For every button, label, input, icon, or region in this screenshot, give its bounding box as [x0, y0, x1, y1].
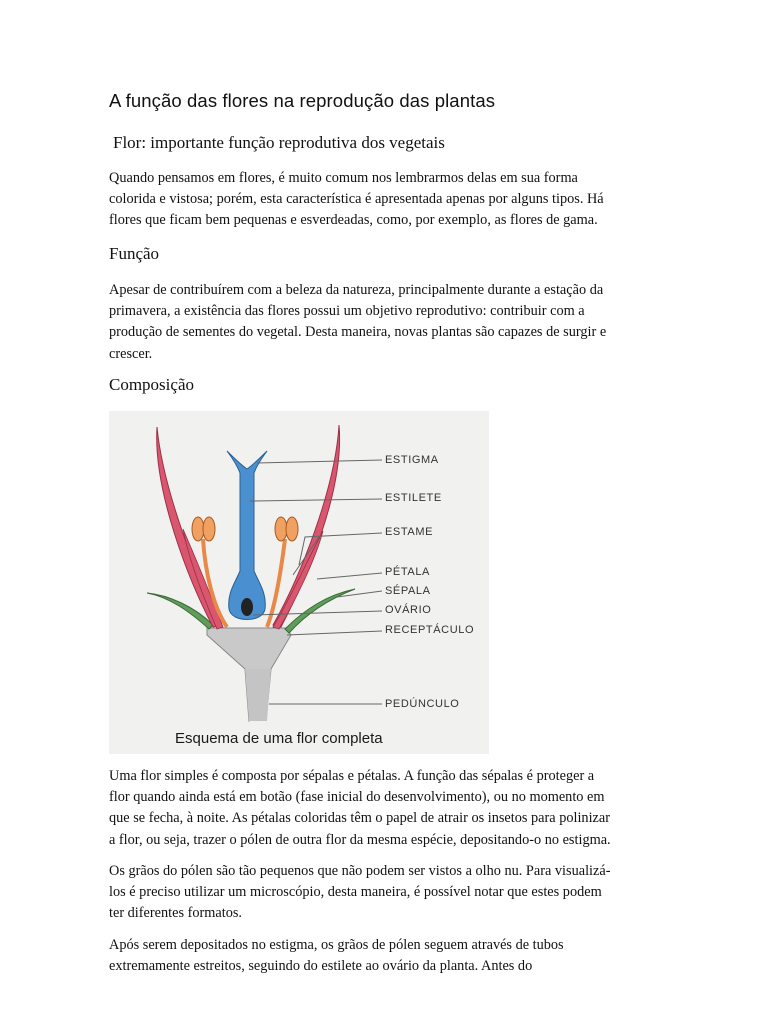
- text-line: crescer.: [109, 345, 153, 362]
- paragraph-funcao: [109, 280, 665, 365]
- heading-funcao: Função: [109, 244, 160, 263]
- text-line: los é preciso utilizar um microscópio, desta maneira, é possível notar que estes podem: [109, 884, 602, 901]
- leader-receptaculo: [287, 631, 382, 635]
- anther-left-a: [192, 517, 204, 541]
- paragraph-apos: [109, 935, 665, 977]
- text-line: extremamente estreitos, seguindo do estilete ao ovário da planta. Antes do: [109, 958, 533, 975]
- anther-right-b: [286, 517, 298, 541]
- anther-right-a: [275, 517, 287, 541]
- text-line: Apesar de contribuírem com a beleza da natureza, principalmente durante a estação da: [109, 282, 604, 298]
- text-line: que se fecha, à noite. As pétalas coloridas têm o papel de atrair os insetos para polinizar: [109, 810, 611, 827]
- page-title: A função das flores na reprodução das plantas: [109, 90, 496, 111]
- paragraph-intro: [109, 168, 665, 232]
- anther-left-b: [203, 517, 215, 541]
- label-receptaculo: RECEPTÁCULO: [385, 624, 475, 636]
- ovule: [241, 598, 253, 616]
- figure-caption: Esquema de uma flor completa: [175, 730, 383, 747]
- page-subtitle: Flor: importante função reprodutiva dos vegetais: [113, 133, 445, 152]
- pistil-shape: [227, 451, 267, 620]
- label-ovario: OVÁRIO: [385, 604, 432, 616]
- label-pedunculo: PEDÚNCULO: [385, 698, 460, 710]
- label-estigma: ESTIGMA: [385, 454, 439, 466]
- leader-petala: [317, 573, 382, 579]
- leader-estilete: [250, 499, 382, 501]
- text-line: primavera, a existência das flores possui um objetivo reprodutivo: contribuir com a: [109, 303, 585, 320]
- text-line: Os grãos do pólen são tão pequenos que não podem ser vistos a olho nu. Para visualizá-: [109, 863, 611, 879]
- label-estame: ESTAME: [385, 526, 434, 538]
- text-line: ter diferentes formatos.: [109, 905, 242, 922]
- flower-diagram-svg: [109, 411, 489, 754]
- text-line: flores que ficam bem pequenas e esverdeadas, como, por exemplo, as flores de gama.: [109, 212, 598, 229]
- label-estilete: ESTILETE: [385, 492, 442, 504]
- text-line: produção de sementes do vegetal. Desta maneira, novas plantas são capazes de surgir e: [109, 324, 607, 341]
- text-line: flor quando ainda está em botão (fase inicial do desenvolvimento), ou no momento em: [109, 789, 605, 806]
- text-line: Uma flor simples é composta por sépalas e pétalas. A função das sépalas é proteger a: [109, 768, 595, 784]
- peduncle-shape: [245, 669, 271, 721]
- paragraph-polen: [109, 861, 665, 925]
- paragraph-flor-simples: [109, 766, 665, 851]
- text-line: a flor, ou seja, trazer o pólen de outra flor da mesma espécie, depositando-o no estigma.: [109, 831, 611, 848]
- leader-estigma: [257, 460, 382, 463]
- text-line: Quando pensamos em flores, é muito comum nos lembrarmos delas em sua forma: [109, 170, 578, 186]
- heading-composicao: Composição: [109, 375, 194, 394]
- label-petala: PÉTALA: [385, 566, 430, 578]
- text-line: Após serem depositados no estigma, os grãos de pólen seguem através de tubos: [109, 937, 564, 953]
- label-sepala: SÉPALA: [385, 585, 431, 597]
- text-line: colorida e vistosa; porém, esta característica é apresentada apenas por alguns tipos. Há: [109, 191, 604, 208]
- flower-diagram: [109, 411, 489, 754]
